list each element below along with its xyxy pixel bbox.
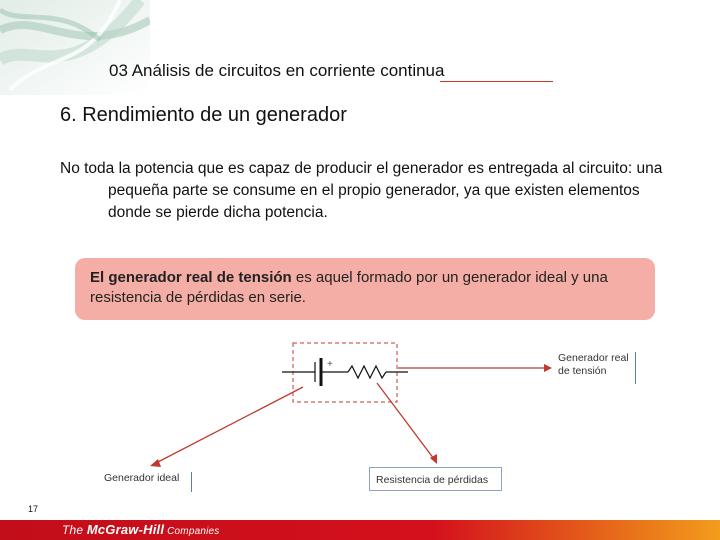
footer-bar [0, 520, 720, 540]
arrowhead-real [544, 364, 552, 372]
arrow-to-ideal-label [156, 387, 303, 463]
arrow-to-resistance-label [377, 383, 434, 459]
header-underline [440, 81, 553, 82]
label-loss-resistance: Resistencia de pérdidas [369, 467, 502, 491]
definition-rest: es aquel formado por un generador ideal y una resistencia de pérdidas en serie. [90, 269, 608, 306]
definition-text [90, 268, 638, 308]
logo-suffix: Companies [164, 526, 220, 537]
definition-term: El generador real de tensión [90, 269, 292, 286]
publisher-logo [62, 522, 220, 537]
logo-brand: McGraw-Hill [86, 522, 165, 537]
label-real-generator [554, 352, 636, 384]
page-number: 17 [28, 504, 39, 514]
resistor-symbol [348, 366, 386, 378]
label-real-line1: Generador real [558, 352, 629, 364]
section-title: 6. Rendimiento de un generador [60, 104, 347, 126]
label-ideal-generator: Generador ideal [100, 472, 192, 492]
body-paragraph: No toda la potencia que es capaz de producir el generador es entregada al circuito: una pequeña parte se consume en el propio generador, ya que existen elementos donde se pierde dicha potencia. [60, 160, 663, 221]
logo-prefix: The [62, 523, 87, 537]
label-real-line2: de tensión [558, 365, 607, 377]
arrowhead-ideal [150, 459, 161, 467]
definition-box [75, 258, 655, 320]
plus-sign: + [327, 359, 333, 370]
chapter-header: 03 Análisis de circuitos en corriente continua [109, 61, 445, 80]
